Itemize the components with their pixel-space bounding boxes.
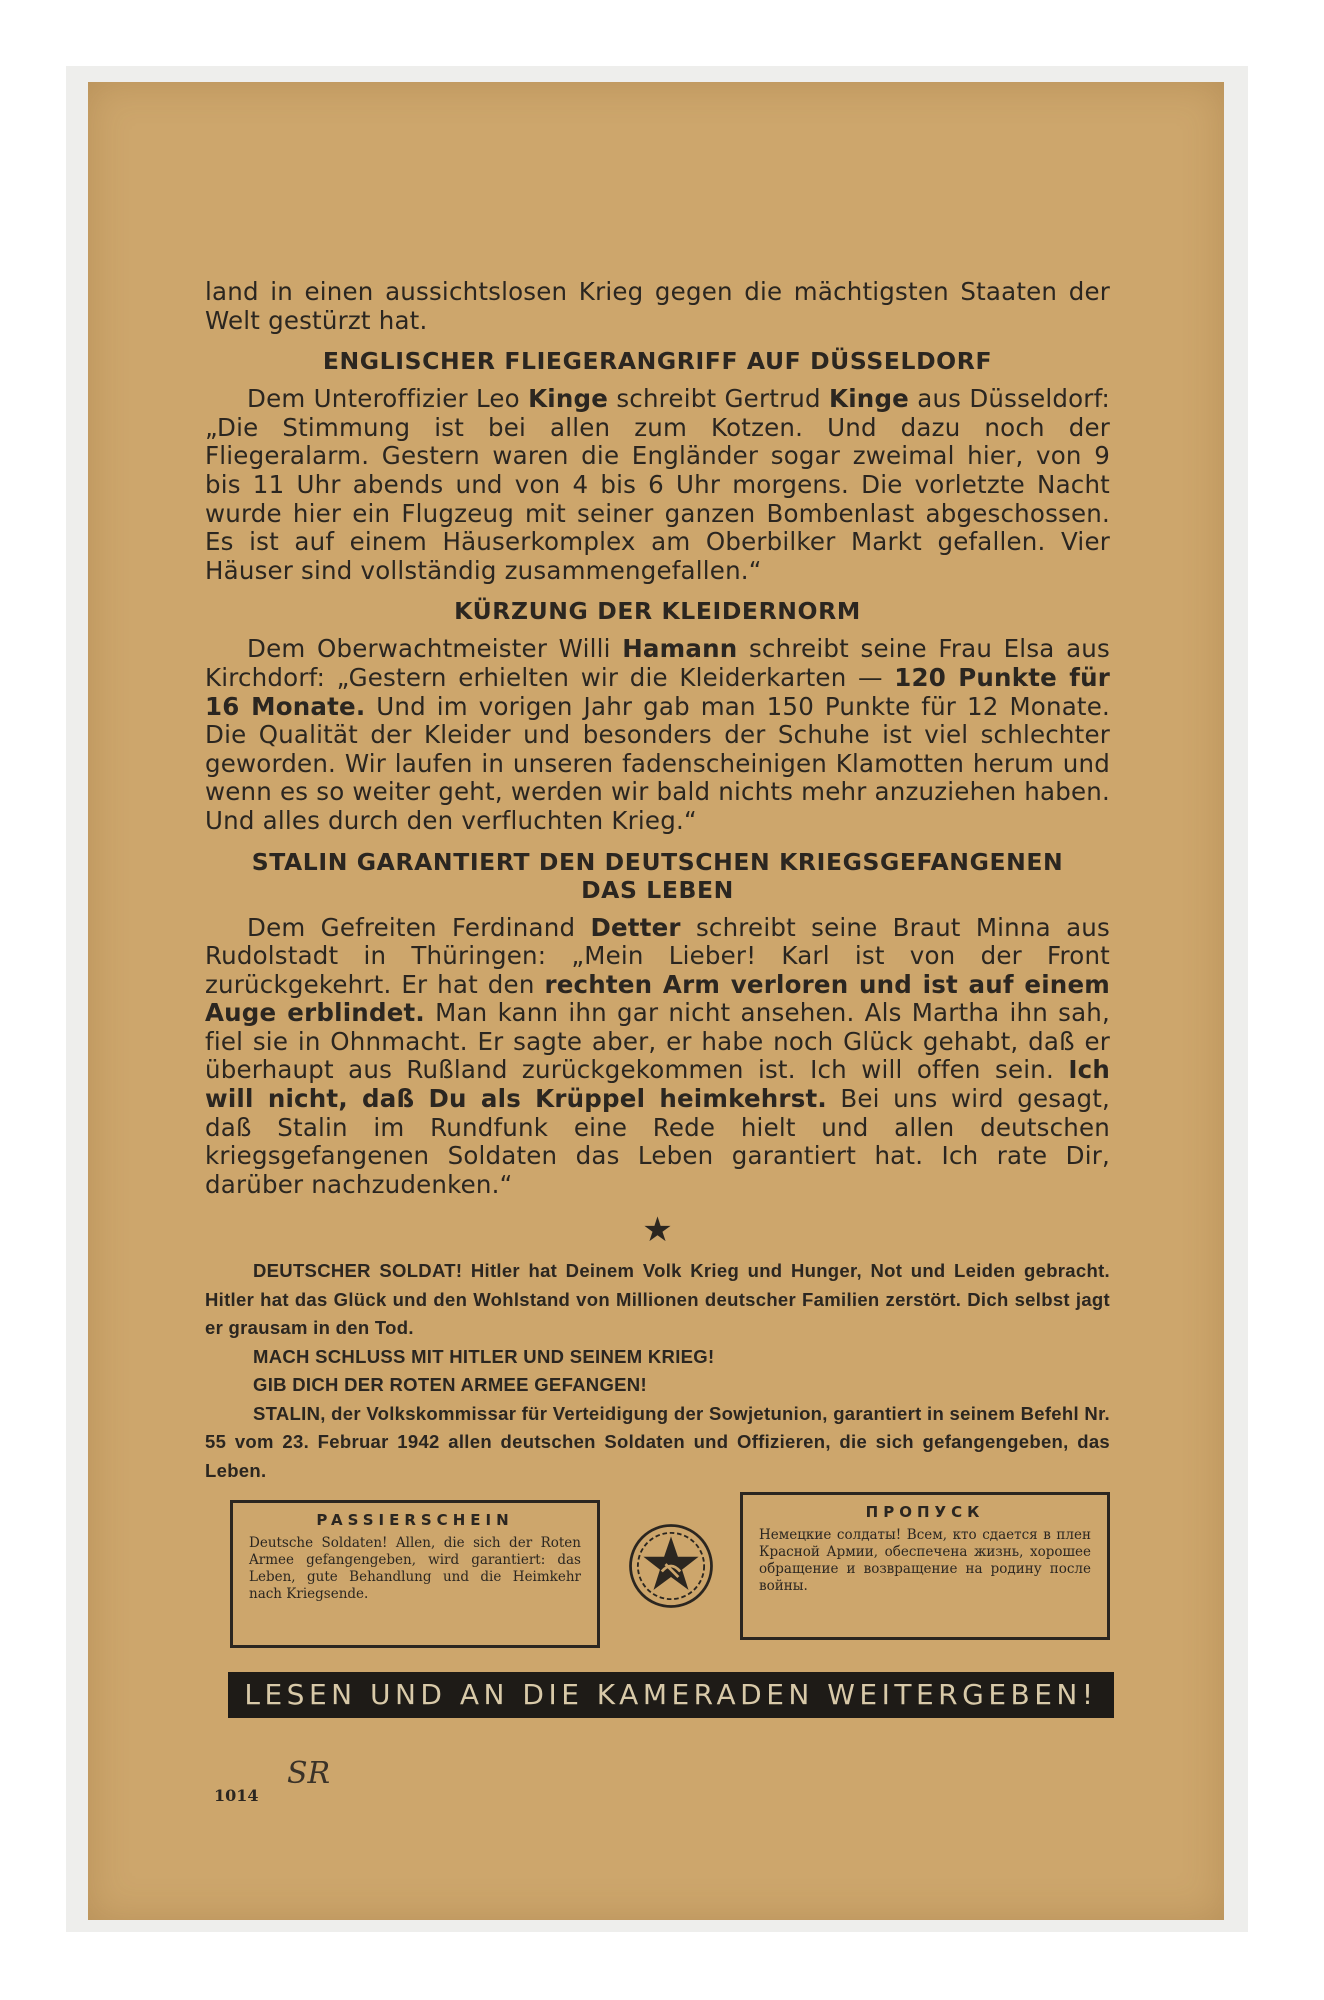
appeal-slogan2 [205,1371,1110,1400]
section1-heading: ENGLISCHER FLIEGERANGRIFF AUF DÜSSELDORF [322,347,993,376]
section2-text-a: Dem Oberwachtmeister Willi [247,634,623,664]
intro-paragraph: land in einen aussichtslosen Krieg gegen die mächtigsten Staaten der Welt gestürzt hat. [205,277,1110,335]
section2-bold-b: 120 Punkte für 16 Monate. [205,662,1110,721]
pass-german-text: Deutsche Soldaten! Allen, die sich der Roten Armee gefangengeben, wird garantiert: das Leben, gute Behandlung und die Heimkehr nach Kriegsende. [249,1535,581,1602]
section2-paragraph [205,635,1110,835]
appeal-paragraph [205,1257,1110,1343]
section3-bold-b: rechten Arm verloren und ist auf einem Auge erblindet. [205,969,1110,1028]
section3-text-b: schreibt seine Braut Minna aus Rudolstadt in Thüringen: „Mein Lieber! Karl ist von der Front zurückgekehrt. Er hat den [205,912,1110,999]
section3-text-a: Dem Gefreiten Ferdinand [247,912,591,942]
appeal-line1: DEUTSCHER SOLDAT! Hitler hat Deinem Volk Krieg und Hunger, Not und Leiden gebracht. Hitler hat das Glück und den Wohlstand von Millionen deutscher Familien zerstört. Dich selbst jagt er grausam in den Tod. [205,1260,1110,1339]
section3-text-c: Man kann ihn gar nicht ansehen. Als Martha ihn sah, fiel sie in Ohnmacht. Er sagte aber, er habe noch Glück gehabt, daß er überhaupt aus Rußland zurückgekommen ist. Ich will offen sein. [205,998,1111,1085]
appeal-line2: MACH SCHLUSS MIT HITLER UND SEINEM KRIEG! [253,1345,715,1367]
section1-text-c: aus Düsseldorf: „Die Stimmung ist bei allen zum Kotzen. Und dazu noch der Fliegeralarm. Gestern waren die Engländer sogar zweimal hier, von 9 bis 11 Uhr abends und von 4 bis 6 Uhr morgens. Die vorletzte Nacht wurde hier ein Flugzeug mit seiner ganzen Bombenlast abgeschossen. Es ist auf einem Häuserkomplex am Oberbilker Markt gefallen. Vier Häuser sind vollständig zusammengefallen.“ [205,384,1110,585]
section1-bold-a: Kinge [528,384,609,414]
section1-text-a: Dem Unteroffizier Leo [247,384,529,414]
leaflet-content [205,278,1110,1485]
section3-text-d: Bei uns wird gesagt, daß Stalin im Rundfunk eine Rede hielt und allen deutschen kriegsgefangenen Soldaten das Leben garantiert hat. Ich rate Dir, darüber nachzudenken.“ [205,1084,1110,1199]
pass-german-title: PASSIERSCHEIN [316,1511,514,1529]
appeal-slogan1 [205,1343,1110,1372]
section1-paragraph [205,385,1110,585]
pass-section [230,1500,1110,1660]
pass-russian [740,1492,1110,1640]
pass-russian-title: ПРОПУСК [865,1503,985,1521]
section1-text-b: schreibt Gertrud [608,384,830,414]
section3-bold-c: Ich will nicht, daß Du als Krüppel heimkehrst. [205,1055,1110,1114]
section1-bold-b: Kinge [829,384,909,414]
section3-heading-line1: STALIN GARANTIERT DEN DEUTSCHEN KRIEGSGEFANGENEN [251,847,1064,876]
section3-heading [205,848,1110,904]
appeal-stalin [205,1400,1110,1486]
section2-text-c: Und im vorigen Jahr gab man 150 Punkte für 12 Monate. Die Qualität der Kleider und besonders der Schuhe ist viel schlechter geworden. Wir laufen in unseren fadenscheinigen Klamotten herum und wenn es so weiter geht, werden wir bald nichts mehr anzuziehen haben. Und alles durch den verfluchten Krieg.“ [205,691,1110,835]
handwritten-initials: SR [287,1756,331,1791]
soviet-emblem-icon [625,1520,717,1612]
section2-bold-a: Hamann [622,634,738,664]
leaflet-number: 1014 [214,1786,259,1805]
section2-text-b: schreibt seine Frau Elsa aus Kirchdorf: „Gestern erhielten wir die Kleiderkarten — [205,634,1110,692]
section3-heading-line2: DAS LEBEN [581,875,734,904]
section3-bold-a: Detter [590,912,681,942]
appeal-line3: GIB DICH DER ROTEN ARMEE GEFANGEN! [253,1374,647,1396]
footer-banner: LESEN UND AN DIE KAMERADEN WEITERGEBEN! [228,1672,1114,1718]
section2-heading: KÜRZUNG DER KLEIDERNORM [454,597,861,626]
pass-german [230,1500,600,1648]
appeal-line4: STALIN, der Volkskommissar für Verteidigung der Sowjetunion, garantiert in seinem Befehl Nr. 55 vom 23. Februar 1942 allen deutschen Soldaten und Offizieren, die sich gefangengeben, das Leben. [205,1402,1110,1481]
section3-paragraph [205,914,1110,1200]
star-icon: ★ [642,1210,673,1251]
pass-russian-text: Немецкие солдаты! Всем, кто сдается в плен Красной Армии, обеспечена жизнь, хорошее обращение и возвращение на родину после войны. [759,1527,1091,1594]
